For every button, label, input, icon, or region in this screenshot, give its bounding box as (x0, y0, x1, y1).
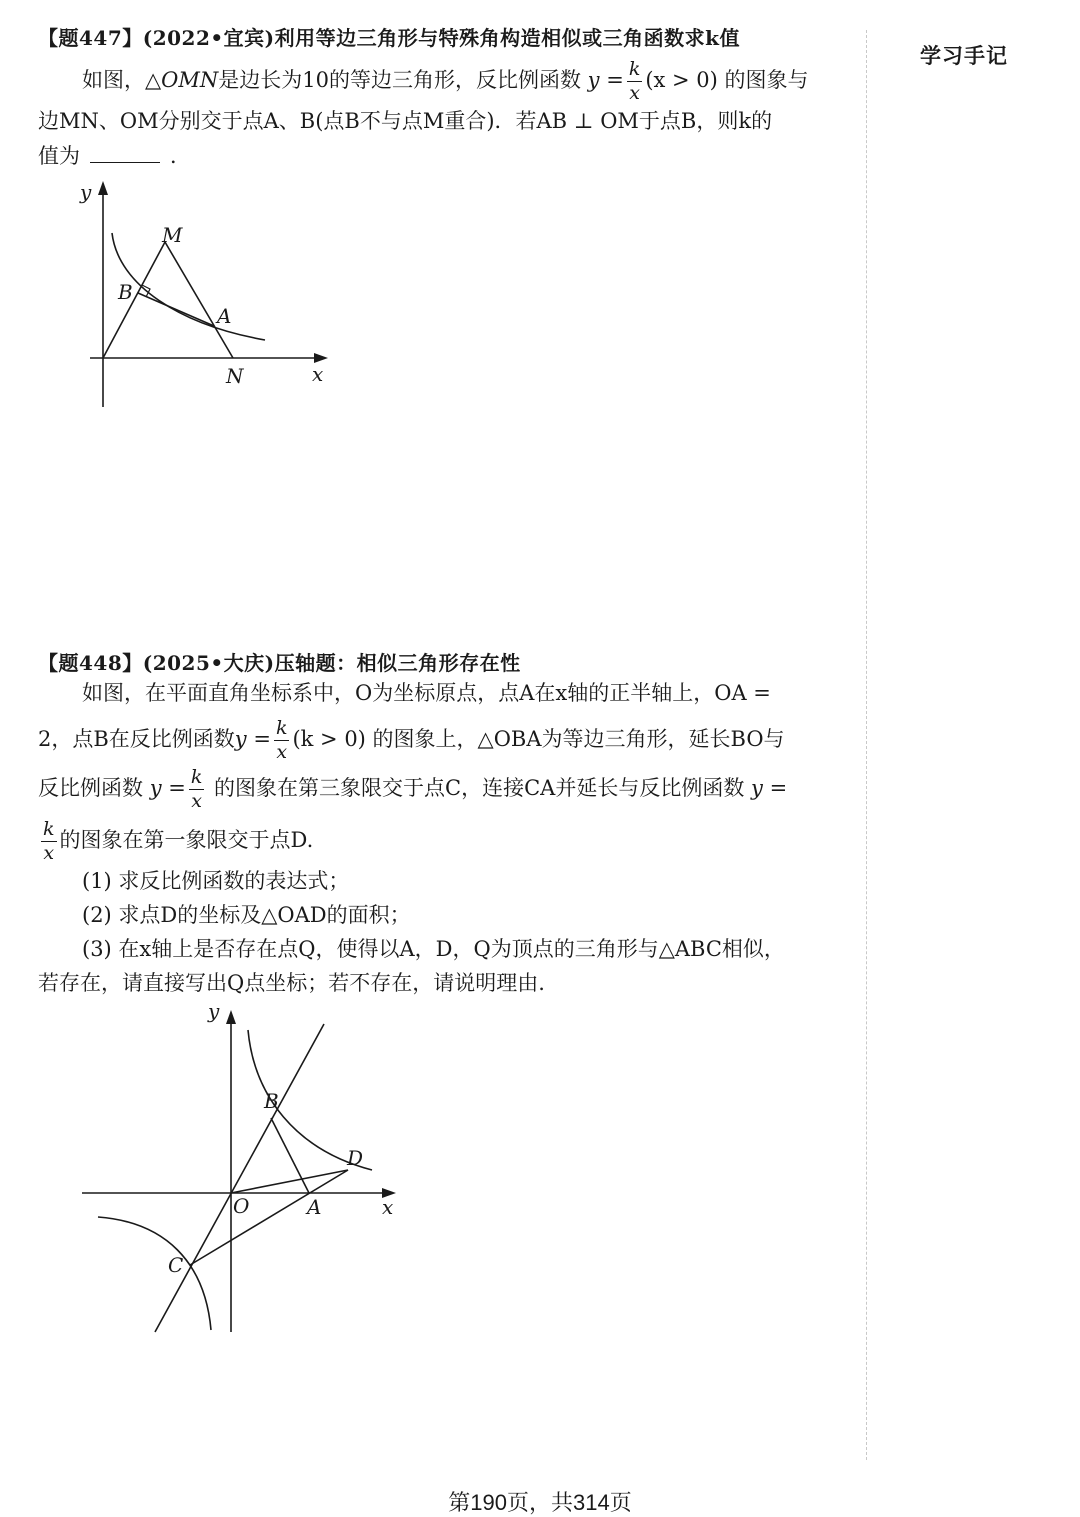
q448-item-3: (3) 在x轴上是否存在点Q，使得以A，D，Q为顶点的三角形与△ABC相似， (82, 937, 785, 961)
q448-text-2a: 2，点B在反比例函数 (38, 727, 235, 751)
q448-func-y-1: y = (234, 727, 271, 751)
q448-item-2: (2) 求点D的坐标及△OAD的面积； (82, 903, 411, 927)
q448-label-D: D (347, 1146, 364, 1170)
q448-para-4 (38, 820, 313, 863)
q447-func-y: y = (587, 68, 624, 92)
q448-segment-OD (231, 1170, 348, 1193)
q447-label-M: M (162, 223, 183, 247)
q448-label-x: x (382, 1195, 394, 1219)
q447-answer-prompt: 值为 (38, 144, 80, 168)
q448-label-C: C (168, 1253, 184, 1277)
question-447-header: 【题447】(2022•宜宾)利用等边三角形与特殊角构造相似或三角函数求k值 (38, 26, 740, 50)
q448-label-y: y (208, 1000, 220, 1023)
q448-line-CAD (190, 1170, 348, 1265)
q448-frac3-den: x (43, 842, 55, 864)
q448-para-3 (38, 768, 787, 811)
page-footer: 第190页，共314页 (448, 1490, 632, 1515)
q448-item-3-cont: 若存在，请直接写出Q点坐标；若不存在，请说明理由. (38, 971, 545, 995)
q448-item-1: (1) 求反比例函数的表达式； (82, 869, 350, 893)
answer-blank[interactable] (90, 162, 160, 163)
q447-fraction (627, 60, 643, 103)
q447-line-3 (38, 141, 191, 171)
q447-line-2: 边MN、OM分别交于点A、B(点B不与点M重合)．若AB ⊥ OM于点B，则k的 (38, 109, 773, 133)
q447-text-e: (x > 0) 的图象与 (645, 68, 809, 92)
q447-label-B: B (118, 280, 133, 304)
question-448-header: 【题448】(2025•大庆)压轴题：相似三角形存在性 (38, 651, 521, 675)
q448-text-2c: (k > 0) 的图象上，△OBA为等边三角形，延长BO与 (292, 727, 785, 751)
q447-text-a: 如图， (82, 68, 145, 92)
q448-frac2-den: x (191, 790, 202, 812)
q448-frac1-den: x (276, 741, 288, 763)
q447-side-MN (165, 242, 233, 358)
q448-y-arrow (226, 1010, 236, 1024)
q447-frac-den: x (629, 82, 640, 104)
q448-hyperbola-q3 (98, 1217, 211, 1330)
q448-label-O: O (233, 1194, 250, 1218)
q447-label-N: N (226, 364, 244, 388)
q448-frac1-num: k (275, 717, 288, 739)
notes-title: 学习手记 (920, 43, 1008, 68)
q448-func-y-3: y = (751, 776, 788, 800)
q447-hyperbola (112, 233, 265, 340)
q447-label-x: x (312, 362, 324, 386)
q448-text-3c: 的图象在第三象限交于点C，连接CA并延长与反比例函数 (214, 776, 745, 800)
q448-text-3a: 反比例函数 (38, 776, 143, 800)
q448-frac2-num: k (190, 766, 203, 788)
q447-text-b: △OMN (145, 68, 219, 92)
q448-para-1: 如图，在平面直角坐标系中，O为坐标原点，点A在x轴的正半轴上，OA = (82, 681, 771, 705)
q447-figure (60, 175, 350, 415)
q448-para-2 (38, 719, 785, 762)
q447-label-A: A (217, 304, 232, 328)
q448-text-4: 的图象在第一象限交于点D. (59, 828, 314, 852)
q447-period: ． (170, 144, 191, 168)
q448-fraction-1 (274, 719, 290, 762)
q448-label-B: B (264, 1089, 279, 1113)
margin-divider (866, 30, 867, 1460)
q447-text-c: 是边长为10的等边三角形，反比例函数 (218, 68, 581, 92)
q447-line-1 (82, 60, 809, 103)
q448-func-y-2: y = (149, 776, 186, 800)
q448-fraction-2 (189, 768, 205, 811)
q448-figure (70, 1000, 410, 1345)
q448-frac3-num: k (43, 818, 55, 840)
q448-line-BOC (155, 1024, 324, 1332)
q447-frac-num: k (628, 58, 641, 80)
q448-fraction-3 (41, 820, 57, 863)
q447-label-y: y (80, 180, 92, 204)
q447-y-arrow (98, 181, 108, 195)
q447-segment-AB (138, 293, 214, 326)
q448-label-A: A (307, 1195, 322, 1219)
